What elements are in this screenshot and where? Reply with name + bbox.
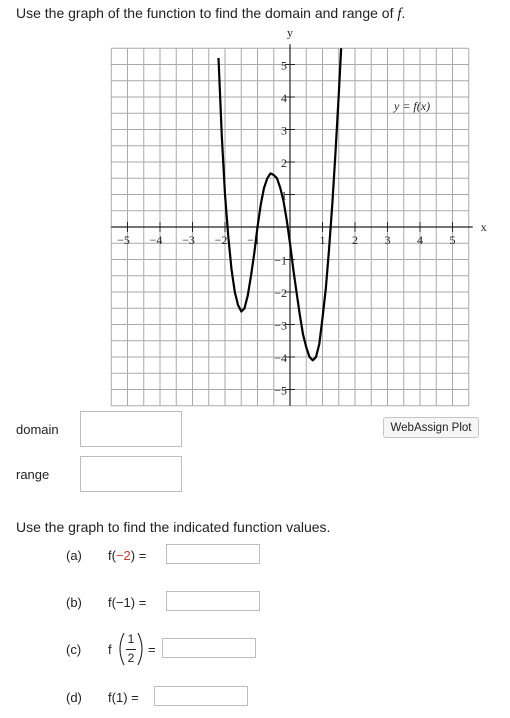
prompt-end: . [401,5,406,21]
part-a-input[interactable] [166,544,260,564]
part-c-prefix: f [108,642,112,657]
part-c-input[interactable] [162,638,256,658]
domain-input[interactable] [80,411,182,447]
range-input[interactable] [80,456,182,492]
webassign-plot-button[interactable]: WebAssign Plot [383,417,479,438]
values-prompt: Use the graph to find the indicated function values. [16,519,331,535]
part-a-suffix: ) = [130,548,147,563]
part-b-input[interactable] [166,591,260,611]
y-tick-label: 2 [281,156,287,170]
part-a-expression [108,548,146,563]
part-c-numerator: 1 [127,632,135,646]
function-label: y = f(x) [394,99,431,113]
part-c-denominator: 2 [127,651,135,665]
x-tick-label: −1 [247,233,260,247]
part-a-arg: −2 [115,548,131,563]
part-c-expression [108,642,112,657]
part-d-letter: (d) [66,690,82,705]
range-label: range [16,467,50,482]
x-tick-label: 5 [449,233,456,247]
part-a-letter: (a) [66,548,82,563]
part-b-suffix: ) = [130,595,147,610]
x-tick-label: 3 [384,233,391,247]
y-tick-label: 1 [281,188,287,203]
prompt-variable: f [397,6,402,22]
y-tick-label: 5 [281,58,287,73]
x-axis-label: x [480,220,487,234]
part-b-expression [108,595,146,610]
part-b-prefix: f( [108,595,116,610]
x-tick-label: 1 [319,233,326,247]
x-tick-label: −5 [117,233,130,247]
x-tick-label: −2 [214,233,228,247]
part-d-prefix: f( [108,690,116,705]
prompt-text: Use the graph of the function to find the domain and range of [16,5,394,21]
part-c-suffix: = [148,642,156,657]
y-tick-label: 4 [281,91,287,105]
part-a-prefix: f( [108,548,116,563]
y-tick-label: −2 [274,286,287,300]
part-d-suffix: ) = [123,690,139,705]
part-b-letter: (b) [66,595,82,610]
domain-label: domain [16,422,59,437]
y-axis-label: y [287,25,293,40]
part-d-arg: 1 [115,690,124,705]
x-tick-label: 4 [417,233,423,247]
x-tick-label: −3 [182,233,195,247]
y-tick-label: −1 [274,253,287,268]
part-c-letter: (c) [66,642,82,657]
y-tick-label: −3 [274,318,287,333]
y-tick-label: −5 [274,383,287,398]
x-tick-label: 2 [352,233,358,247]
y-tick-label: 3 [281,123,287,138]
part-d-input[interactable] [154,686,248,706]
y-tick-label: −4 [274,351,287,365]
x-tick-label: −4 [149,233,163,247]
part-d-expression [108,690,139,705]
part-b-arg: −1 [115,595,131,610]
